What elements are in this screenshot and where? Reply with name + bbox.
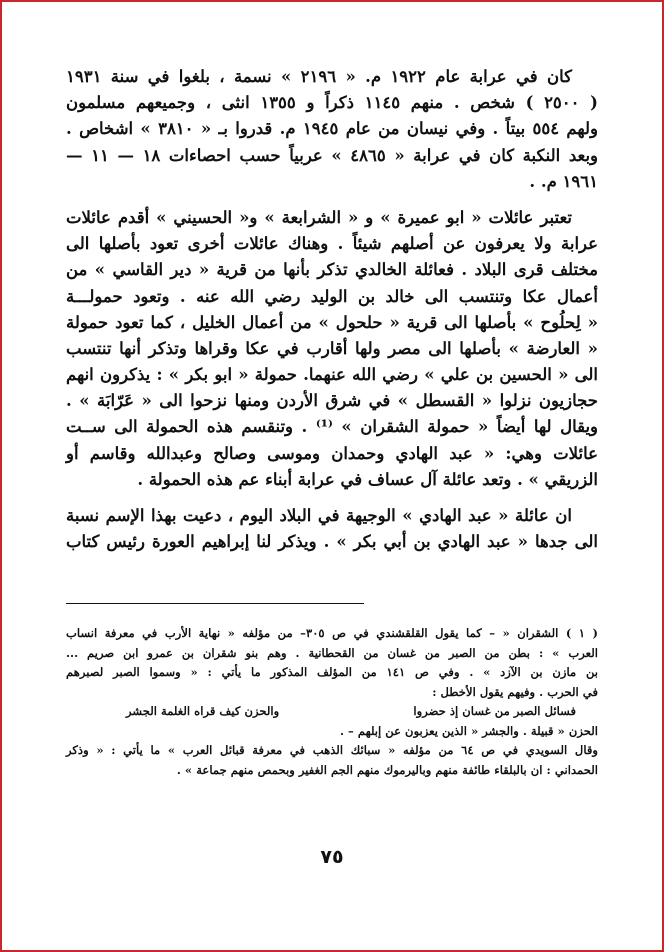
text-line: مختلف قرى البلاد . فعائلة الخالدي تذكر بأنها من قرية « دير القاسي » من xyxy=(66,260,598,280)
text-line: وبعد النكبة كان في عرابة « ٤٨٦٥ » عربياً حسب احصاءات ١٨ — ١١ — xyxy=(66,145,598,165)
text-line: الزريقي » . وتعد عائلة آل عساف في عرابة أبناء عم هذه الحمولة . xyxy=(137,469,598,489)
paragraph-families xyxy=(66,205,598,493)
main-text xyxy=(66,64,598,565)
text-line: حجازيون نزلوا « القسطل » في شرق الأردن ومنها نزحوا الى « عَرّابَة » . xyxy=(66,391,598,411)
footnote xyxy=(66,624,598,780)
text-line: عرابة ولا يعرفون عن أصلهم شيئاً . وهناك عائلات أخرى تعود بأصلها الى xyxy=(66,234,598,254)
footnote-line: في الحرب . وفيهم يقول الأخطل : xyxy=(432,684,598,699)
text-line: « لِحلُوح » بأصلها الى قرية « حلحول » من أعمال الخليل ، كما تعود حمولة xyxy=(66,312,598,332)
footnote-line: العرب » : بطن من الصبر من غسان من القحطانية . وهم بنو شقران بن عمرو ابن صريم ... xyxy=(66,645,598,660)
text-line: أعمال عكا وتنتسب الى خالد بن الوليد رضي الله عنه . وتعود حمولـــة xyxy=(66,286,598,306)
footnote-line: الحمداني : ان بالبلقاء طائفة منهم وباليرموك منهم الجم الغفير وبحمص منهم جماعة » . xyxy=(176,762,598,777)
footnote-line: الحزن « قبيلة . والجشر « الذين يعزبون عن إبلهم – . xyxy=(339,723,598,738)
text-line: ( ٢٥٠٠ ) شخص . منهم ١١٤٥ ذكراً و ١٣٥٥ انثى ، وجميعهم مسلمون xyxy=(66,93,598,113)
page-number: ٧٥ xyxy=(320,846,344,868)
text-line: ١٩٦١ م. . xyxy=(529,171,598,191)
footnote-line: ( ١ ) الشقران « – كما يقول القلقشندي في ص ٣٠٥– من مؤلفه « نهاية الأرب في معرفة انساب xyxy=(66,626,598,640)
text-line: عائلات وهي: « عبد الهادي وحمدان وموسى وصالح وعبدالله وقاسم أو xyxy=(66,443,598,463)
text-line: الى « الحسين بن علي » رضي الله عنهما. حمولة « ابو بكر » : يذكرون انهم xyxy=(66,365,598,385)
text-line: « العارضة » بأصلها الى مصر ولها أقارب في عكا وقراها وتذكر أنها تنتسب xyxy=(66,338,598,358)
text-line: ويقال لها أيضاً « حمولة الشقران » ⁽¹⁾ . وتنقسم هذه الحمولة الى ســت xyxy=(66,417,599,437)
paragraph-abdulhadi xyxy=(66,503,598,555)
footnote-line: بن مازن بن الآزد » . وفي ص ١٤١ من المؤلف المذكور ما يأتي : « وسموا الصبر لصبرهم xyxy=(66,665,599,679)
text-line: كان في عرابة عام ١٩٢٢ م. « ٢١٩٦ » نسمة ، بلغوا في سنة ١٩٣١ xyxy=(66,67,572,86)
poem-verse xyxy=(66,702,598,722)
footnote-line: وقال السويدي في ص ٦٤ من مؤلفه « سبائك الذهب في معرفة قبائل العرب » ما يأتي : « وذكر xyxy=(66,743,598,757)
footnote-separator xyxy=(66,603,364,604)
text-line: ان عائلة « عبد الهادي » الوجيهة في البلاد اليوم ، دعيت بهذا الإسم نسبة xyxy=(66,506,572,525)
text-line: الى جدها « عبد الهادي بن أبي بكر » . ويذكر لنا إبراهيم العورة رئيس كتاب xyxy=(66,532,598,552)
text-line: ولهم ٥٥٤ بيتاً . وفي نيسان من عام ١٩٤٥ م. قدروا بـ « ٣٨١٠ » اشخاص . xyxy=(66,119,598,139)
verse-first-hemistich: فسائل الصبر من غسان إذ حضروا xyxy=(413,704,576,718)
verse-second-hemistich: والحزن كيف قراه الغلمة الجشر xyxy=(126,704,280,718)
paragraph-population xyxy=(66,64,598,195)
text-line: تعتبر عائلات « ابو عميرة » و « الشرابعة » و« الحسيني » أقدم عائلات xyxy=(66,207,572,227)
